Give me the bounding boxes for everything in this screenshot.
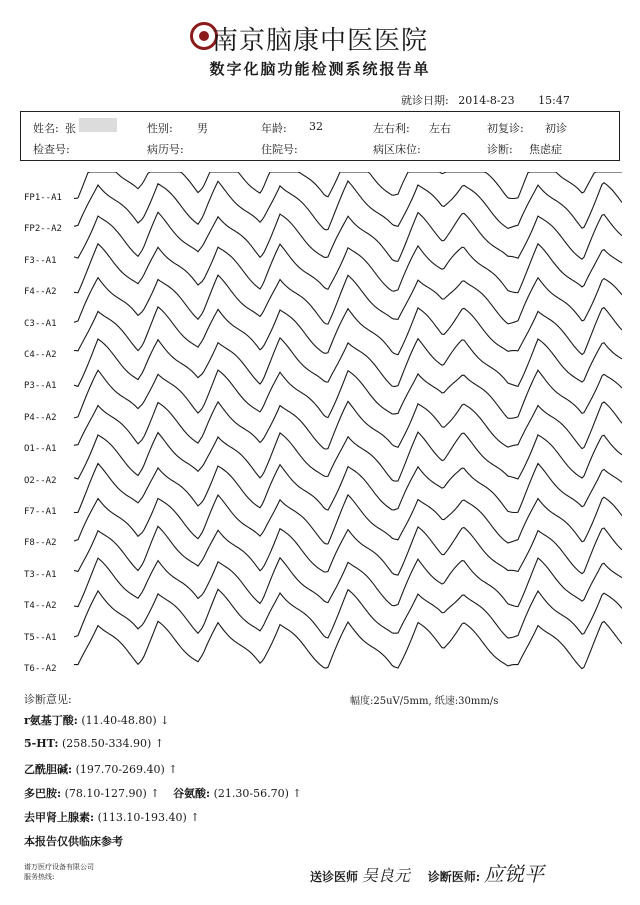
lead-label: C4--A2 — [24, 350, 57, 360]
finding-gaba-name: r氨基丁酸: — [24, 714, 78, 727]
eeg-trace — [74, 275, 622, 324]
name-value: 张 — [65, 122, 76, 135]
eeg-trace — [74, 464, 622, 513]
finding-5ht-name: 5-HT: — [24, 737, 59, 750]
diagnosis-label: 诊断: — [487, 143, 513, 156]
eeg-trace — [74, 307, 622, 355]
finding-dopamine-range: (78.10-127.90) — [64, 787, 147, 800]
lead-label: C3--A1 — [24, 318, 57, 329]
service-hotline: 服务热线: — [24, 873, 55, 881]
eeg-trace — [74, 589, 622, 638]
visit-date-value: 2014-8-23 — [458, 94, 515, 107]
age-label: 年龄: — [261, 122, 287, 135]
lead-label: P4--A2 — [24, 412, 57, 423]
findings-heading: 诊断意见: — [24, 693, 72, 706]
eeg-trace — [74, 181, 622, 230]
finding-norepinephrine-range: (113.10-193.40) — [97, 811, 187, 824]
lead-label: T6--A2 — [24, 664, 57, 674]
eeg-trace — [74, 526, 622, 575]
sex-value: 男 — [197, 122, 208, 135]
age-value: 32 — [309, 120, 323, 133]
finding-glutamate-range: (21.30-56.70) — [213, 787, 289, 800]
finding-acetylcholine-range: (197.70-269.40) — [75, 763, 165, 776]
report-title: 数字化脑功能检测系统报告单 — [209, 60, 431, 78]
exam-no-label: 检查号: — [33, 143, 70, 156]
patient-info-box — [20, 111, 620, 161]
finding-gaba — [24, 712, 169, 728]
inpatient-no-label: 住院号: — [261, 143, 298, 156]
ward-bed-label: 病区床位: — [373, 143, 421, 156]
lead-label: O1--A1 — [24, 444, 57, 455]
eeg-trace — [74, 212, 622, 261]
visit-date-label: 就诊日期: — [401, 94, 449, 107]
finding-norepinephrine-arrow: ↑ — [190, 811, 200, 824]
diagnosing-doctor-signature: 应锐平 — [483, 862, 544, 886]
eeg-trace — [74, 432, 622, 481]
redacted-name-block — [79, 118, 117, 132]
disclaimer: 本报告仅供临床参考 — [24, 835, 123, 848]
diagnosing-doctor-label: 诊断医师: — [427, 870, 481, 884]
handedness-label: 左右利: — [373, 122, 410, 135]
company-name: 谱万医疗设备有限公司 — [24, 863, 94, 871]
eeg-trace — [74, 621, 622, 668]
lead-label: P3--A1 — [24, 381, 57, 392]
handedness-value: 左右 — [429, 122, 451, 135]
lead-label: FP2--A2 — [24, 224, 62, 235]
finding-acetylcholine — [24, 761, 178, 777]
lead-label: T4--A2 — [24, 601, 57, 612]
finding-5ht-arrow: ↑ — [154, 737, 164, 750]
finding-gaba-arrow: ↓ — [160, 714, 170, 727]
visit-time-value: 15:47 — [538, 94, 570, 107]
visit-date-line — [401, 92, 570, 108]
lead-label: T3--A1 — [24, 569, 57, 580]
hospital-name: 南京脑康中医医院 — [211, 26, 428, 56]
eeg-waveform-chart — [18, 172, 622, 680]
eeg-trace — [74, 172, 622, 199]
finding-glutamate-arrow: ↑ — [292, 787, 302, 800]
lead-label: F4--A2 — [24, 287, 57, 298]
finding-acetylcholine-name: 乙酰胆碱: — [24, 763, 73, 776]
lead-label: F3--A1 — [24, 255, 57, 266]
referring-doctor-signature: 吴良元 — [361, 866, 410, 885]
scale-note: 幅度:25uV/5mm, 纸速:30mm/s — [350, 696, 499, 707]
finding-5ht — [24, 737, 164, 750]
eeg-trace — [74, 401, 622, 449]
finding-glutamate-name: 谷氨酸: — [173, 787, 211, 800]
finding-gaba-range: (11.40-48.80) — [81, 714, 157, 727]
finding-5ht-range: (258.50-334.90) — [61, 737, 152, 750]
signature-line — [310, 858, 544, 887]
finding-dopamine-name: 多巴胺: — [24, 787, 62, 800]
finding-norepinephrine — [24, 809, 200, 825]
lead-label: FP1--A1 — [24, 193, 62, 203]
company-info — [24, 862, 94, 882]
record-no-label: 病历号: — [147, 143, 184, 156]
lead-label: F8--A2 — [24, 538, 57, 549]
eeg-trace — [74, 495, 622, 544]
visit-type-label: 初复诊: — [487, 122, 524, 135]
name-label: 姓名: — [33, 122, 59, 135]
finding-acetylcholine-arrow: ↑ — [168, 763, 178, 776]
finding-dopamine-glutamate — [24, 785, 302, 801]
sex-label: 性别: — [147, 122, 173, 135]
referring-doctor-label: 送诊医师 — [310, 870, 359, 884]
lead-label: F7--A1 — [24, 507, 57, 517]
finding-norepinephrine-name: 去甲肾上腺素: — [24, 811, 95, 824]
lead-label: O2--A2 — [24, 475, 57, 486]
diagnosis-value: 焦虑症 — [529, 143, 562, 156]
lead-label: T5--A1 — [24, 632, 57, 643]
visit-type-value: 初诊 — [545, 122, 567, 135]
finding-dopamine-arrow: ↑ — [150, 787, 160, 800]
eeg-trace — [74, 370, 622, 418]
eeg-trace — [74, 244, 622, 293]
